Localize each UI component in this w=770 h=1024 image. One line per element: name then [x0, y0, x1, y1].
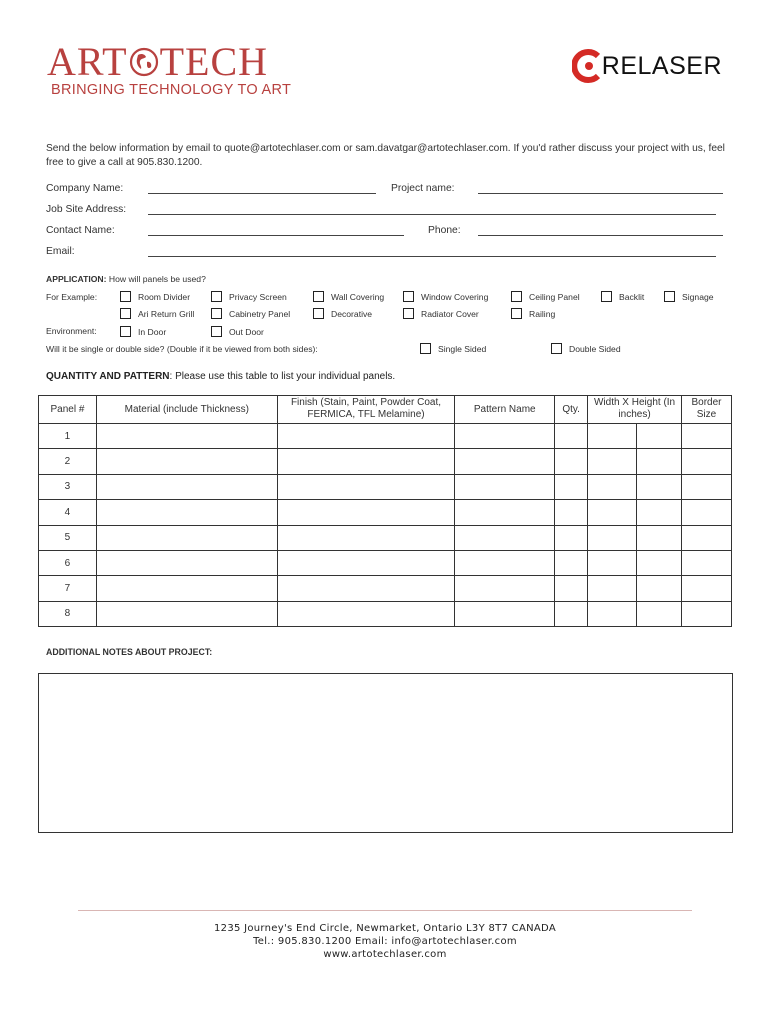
- height-cell[interactable]: [637, 474, 682, 499]
- panel-number: 8: [39, 601, 97, 626]
- header-border: Border Size: [681, 396, 731, 424]
- width-cell[interactable]: [588, 449, 637, 474]
- width-cell[interactable]: [588, 424, 637, 449]
- pattern-cell[interactable]: [455, 550, 555, 575]
- pattern-cell[interactable]: [455, 424, 555, 449]
- finish-cell[interactable]: [277, 601, 455, 626]
- table-row: [39, 601, 732, 626]
- for-example-label: For Example:: [46, 292, 98, 302]
- pattern-cell[interactable]: [455, 500, 555, 525]
- panel-number: 7: [39, 576, 97, 601]
- qty-cell[interactable]: [555, 474, 588, 499]
- checkbox[interactable]: [211, 291, 222, 302]
- finish-cell[interactable]: [277, 474, 455, 499]
- pattern-cell[interactable]: [455, 474, 555, 499]
- width-cell[interactable]: [588, 550, 637, 575]
- phone-field[interactable]: [478, 235, 723, 236]
- application-heading: [46, 274, 206, 284]
- table-row: [39, 550, 732, 575]
- sided-question: Will it be single or double side? (Double if it be viewed from both sides):: [46, 344, 318, 354]
- application-title: APPLICATION:: [46, 274, 107, 284]
- footer-divider: [78, 910, 692, 911]
- checkbox[interactable]: [313, 308, 324, 319]
- table-header-row: [39, 396, 732, 424]
- option-ceiling-panel[interactable]: Ceiling Panel: [511, 291, 580, 302]
- qty-cell[interactable]: [555, 424, 588, 449]
- qty-cell[interactable]: [555, 525, 588, 550]
- pattern-cell[interactable]: [455, 449, 555, 474]
- relaser-c-icon: [572, 48, 604, 84]
- material-cell[interactable]: [96, 424, 277, 449]
- height-cell[interactable]: [637, 500, 682, 525]
- border-cell[interactable]: [681, 424, 731, 449]
- checkbox[interactable]: [551, 343, 562, 354]
- option-signage[interactable]: Signage: [664, 291, 714, 302]
- panel-number: 3: [39, 474, 97, 499]
- option-window-covering[interactable]: Window Covering: [403, 291, 488, 302]
- width-cell[interactable]: [588, 576, 637, 601]
- header-pattern: Pattern Name: [455, 396, 555, 424]
- header-finish: Finish (Stain, Paint, Powder Coat, FERMICA, TFL Melamine): [277, 396, 455, 424]
- material-cell[interactable]: [96, 474, 277, 499]
- material-cell[interactable]: [96, 500, 277, 525]
- qty-cell[interactable]: [555, 601, 588, 626]
- height-cell[interactable]: [637, 424, 682, 449]
- border-cell[interactable]: [681, 576, 731, 601]
- material-cell[interactable]: [96, 576, 277, 601]
- panel-number: 5: [39, 525, 97, 550]
- finish-cell[interactable]: [277, 424, 455, 449]
- height-cell[interactable]: [637, 550, 682, 575]
- logo-wordmark: [47, 39, 291, 84]
- logo-text-tech: TECH: [159, 39, 269, 84]
- panel-number: 2: [39, 449, 97, 474]
- intro-text: Send the below information by email to quote@artotechlaser.com or sam.davatgar@artotechlaser.com. If you'd rather discuss your project with us, feel free to give a call at 905.830.1200.: [46, 143, 725, 168]
- table-row: [39, 449, 732, 474]
- border-cell[interactable]: [681, 601, 731, 626]
- artotech-logo: [47, 39, 292, 98]
- option-wall-covering[interactable]: Wall Covering: [313, 291, 384, 302]
- checkbox[interactable]: [403, 291, 414, 302]
- width-cell[interactable]: [588, 474, 637, 499]
- header-size: Width X Height (In inches): [588, 396, 682, 424]
- material-cell[interactable]: [96, 449, 277, 474]
- finish-cell[interactable]: [277, 500, 455, 525]
- contact-name-label: Contact Name:: [46, 225, 115, 236]
- logo-tagline: BRINGING TECHNOLOGY TO ART: [51, 82, 292, 98]
- option-decorative[interactable]: Decorative: [313, 308, 372, 319]
- material-cell[interactable]: [96, 601, 277, 626]
- table-row: [39, 424, 732, 449]
- email-field[interactable]: [148, 256, 716, 257]
- company-name-field[interactable]: [148, 193, 376, 194]
- checkbox[interactable]: [403, 308, 414, 319]
- relaser-wordmark: RELASER: [601, 51, 722, 80]
- panels-table: [38, 395, 732, 627]
- height-cell[interactable]: [637, 601, 682, 626]
- checkbox[interactable]: [211, 326, 222, 337]
- table-row: [39, 500, 732, 525]
- notes-title: ADDITIONAL NOTES ABOUT PROJECT:: [46, 647, 213, 657]
- email-label: Email:: [46, 246, 75, 257]
- width-cell[interactable]: [588, 500, 637, 525]
- pattern-cell[interactable]: [455, 601, 555, 626]
- qty-cell[interactable]: [555, 550, 588, 575]
- height-cell[interactable]: [637, 449, 682, 474]
- footer-website: www.artotechlaser.com: [323, 949, 447, 960]
- project-name-label: Project name:: [391, 183, 455, 194]
- quantity-title: QUANTITY AND PATTERN: [46, 371, 170, 382]
- option-radiator-cover[interactable]: Radiator Cover: [403, 308, 479, 319]
- checkbox[interactable]: [120, 308, 131, 319]
- relaser-logo: [572, 48, 722, 84]
- logo-text-art: ART: [47, 39, 128, 84]
- header-panel: Panel #: [39, 396, 97, 424]
- notes-textarea[interactable]: [38, 673, 733, 833]
- checkbox[interactable]: [120, 291, 131, 302]
- qty-cell[interactable]: [555, 500, 588, 525]
- finish-cell[interactable]: [277, 449, 455, 474]
- option-single-sided[interactable]: Single Sided: [420, 343, 486, 354]
- job-site-address-label: Job Site Address:: [46, 204, 127, 215]
- checkbox[interactable]: [120, 326, 131, 337]
- project-name-field[interactable]: [478, 193, 723, 194]
- footer-contact: Tel.: 905.830.1200 Email: info@artotechlaser.com: [253, 936, 517, 947]
- option-in-door[interactable]: In Door: [120, 326, 166, 337]
- border-cell[interactable]: [681, 500, 731, 525]
- material-cell[interactable]: [96, 550, 277, 575]
- contact-name-field[interactable]: [148, 235, 404, 236]
- finish-cell[interactable]: [277, 525, 455, 550]
- border-cell[interactable]: [681, 474, 731, 499]
- height-cell[interactable]: [637, 576, 682, 601]
- pattern-cell[interactable]: [455, 576, 555, 601]
- option-room-divider[interactable]: Room Divider: [120, 291, 190, 302]
- option-railing[interactable]: Railing: [511, 308, 555, 319]
- phone-label: Phone:: [428, 225, 461, 236]
- table-row: [39, 576, 732, 601]
- application-question: How will panels be used?: [108, 274, 206, 284]
- checkbox[interactable]: [313, 291, 324, 302]
- panel-number: 1: [39, 424, 97, 449]
- qty-cell[interactable]: [555, 449, 588, 474]
- panel-number: 6: [39, 550, 97, 575]
- globe-icon: [129, 47, 159, 77]
- option-backlit[interactable]: Backlit: [601, 291, 644, 302]
- border-cell[interactable]: [681, 449, 731, 474]
- quantity-subtitle: : Please use this table to list your individual panels.: [169, 371, 396, 382]
- table-row: [39, 525, 732, 550]
- header-material: Material (include Thickness): [96, 396, 277, 424]
- option-double-sided[interactable]: Double Sided: [551, 343, 621, 354]
- footer-address: 1235 Journey's End Circle, Newmarket, Ontario L3Y 8T7 CANADA: [214, 923, 556, 934]
- finish-cell[interactable]: [277, 550, 455, 575]
- height-cell[interactable]: [637, 525, 682, 550]
- checkbox[interactable]: [211, 308, 222, 319]
- checkbox[interactable]: [420, 343, 431, 354]
- checkbox[interactable]: [511, 291, 522, 302]
- panel-number: 4: [39, 500, 97, 525]
- material-cell[interactable]: [96, 525, 277, 550]
- checkbox[interactable]: [664, 291, 675, 302]
- option-air-return-grill[interactable]: Ari Return Grill: [120, 308, 194, 319]
- option-cabinetry-panel[interactable]: Cabinetry Panel: [211, 308, 290, 319]
- qty-cell[interactable]: [555, 576, 588, 601]
- header-qty: Qty.: [555, 396, 588, 424]
- quantity-heading: [46, 371, 395, 382]
- pattern-cell[interactable]: [455, 525, 555, 550]
- width-cell[interactable]: [588, 525, 637, 550]
- finish-cell[interactable]: [277, 576, 455, 601]
- environment-label: Environment:: [46, 326, 97, 336]
- footer: [0, 922, 770, 961]
- table-row: [39, 474, 732, 499]
- company-name-label: Company Name:: [46, 183, 124, 194]
- option-privacy-screen[interactable]: Privacy Screen: [211, 291, 287, 302]
- width-cell[interactable]: [588, 601, 637, 626]
- job-site-address-field[interactable]: [148, 214, 716, 215]
- border-cell[interactable]: [681, 550, 731, 575]
- option-out-door[interactable]: Out Door: [211, 326, 264, 337]
- checkbox[interactable]: [601, 291, 612, 302]
- checkbox[interactable]: [511, 308, 522, 319]
- border-cell[interactable]: [681, 525, 731, 550]
